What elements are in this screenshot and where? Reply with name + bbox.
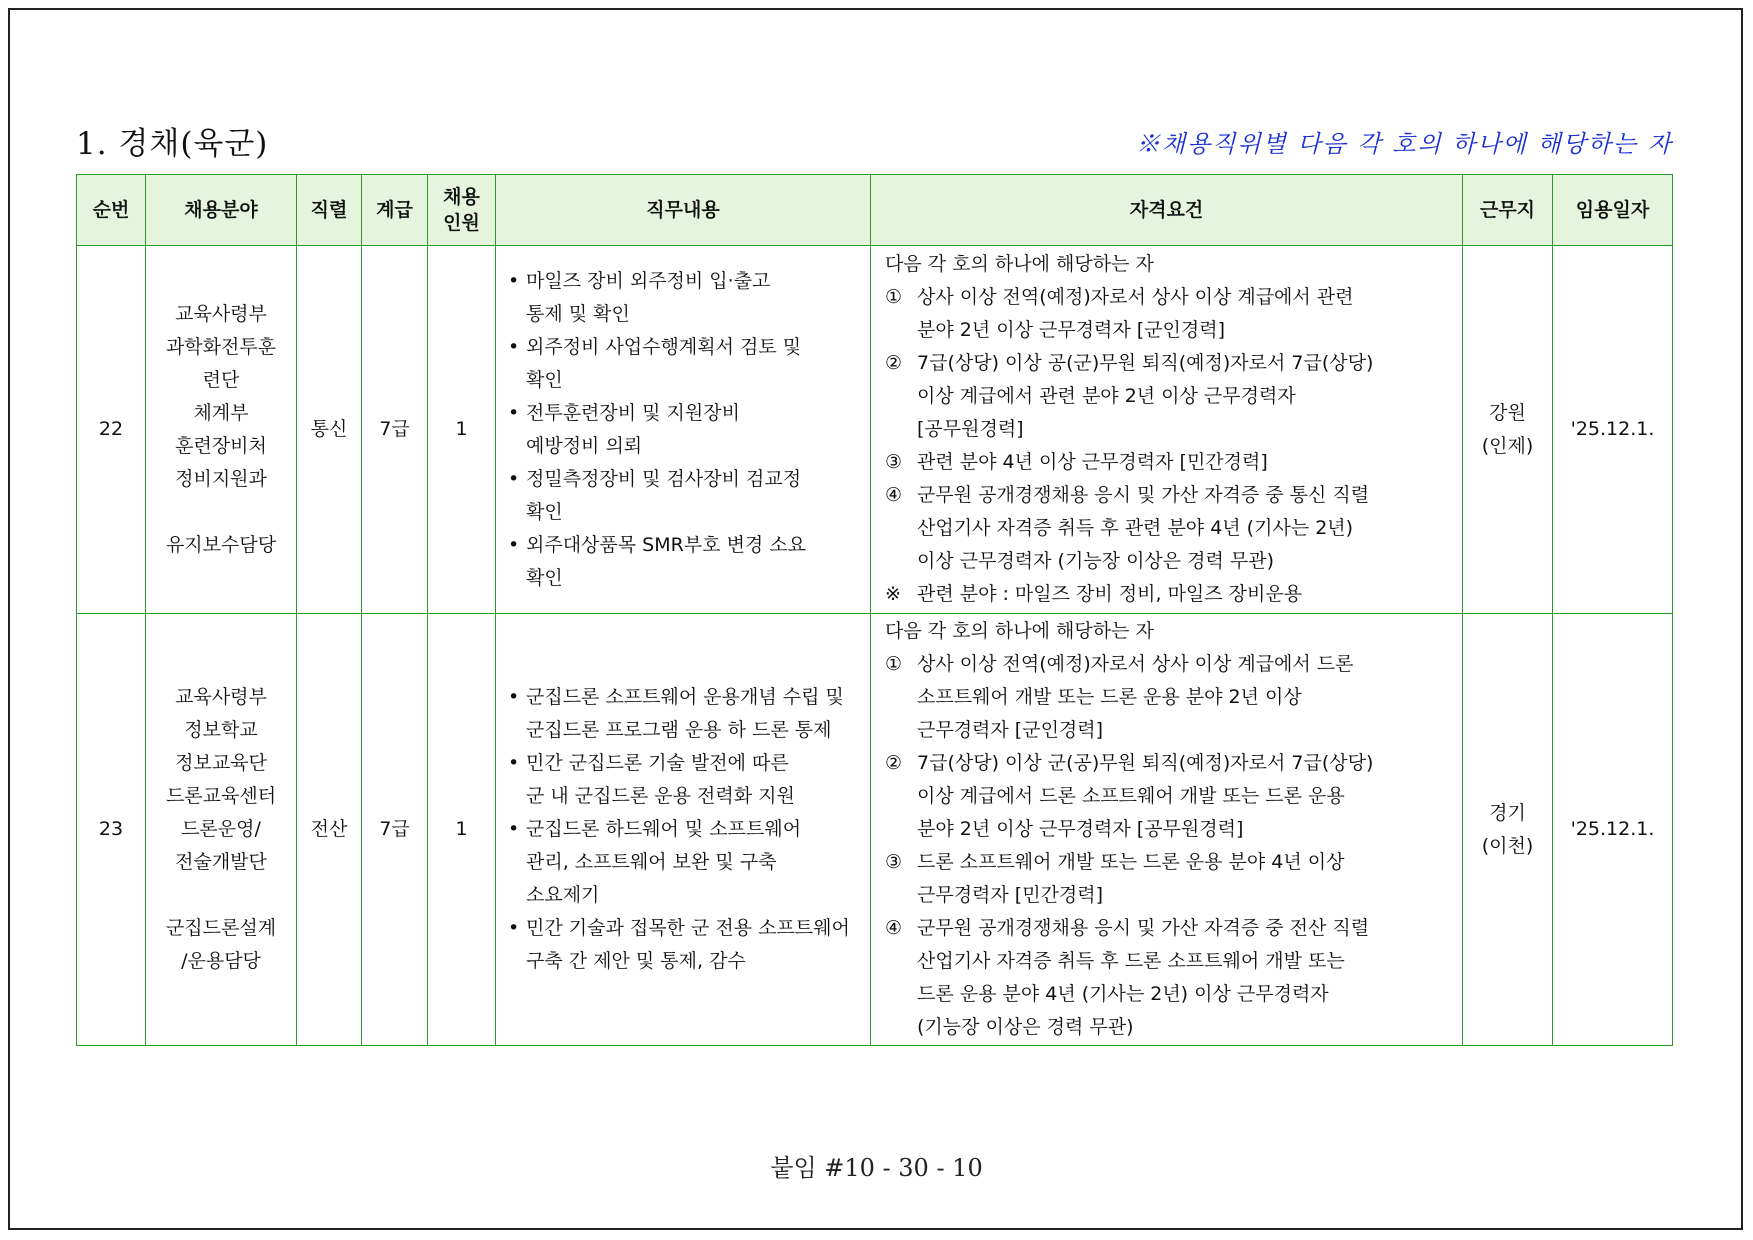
duty-line: • 민간 군집드론 기술 발전에 따른 <box>526 752 789 774</box>
header-duty: 직무내용 <box>496 175 871 246</box>
header-no: 순번 <box>77 175 146 246</box>
duty-line: • 군집드론 소프트웨어 운용개념 수립 및 <box>526 686 844 708</box>
field-line <box>146 496 296 529</box>
header-grade: 계급 <box>362 175 428 246</box>
field-line: 군집드론설계 <box>165 917 277 939</box>
cell-count: 1 <box>428 246 496 614</box>
qual-item <box>885 479 1458 578</box>
qual-line: 산업기사 자격증 취득 후 드론 소프트웨어 개발 또는 <box>917 950 1345 972</box>
duty-line: 확인 <box>526 368 563 391</box>
field-line: 련단 <box>202 368 240 391</box>
header-place: 근무지 <box>1463 175 1553 246</box>
qual-line: 상사 이상 전역(예정)자로서 상사 이상 계급에서 드론 <box>917 653 1354 675</box>
cell-duty <box>496 246 871 614</box>
qual-line: 이상 계급에서 드론 소프트웨어 개발 또는 드론 운용 <box>917 785 1345 807</box>
qual-mark: ② <box>885 352 903 374</box>
duty-line: • 외주정비 사업수행계획서 검토 및 <box>526 335 802 358</box>
duty-item <box>508 813 860 912</box>
field-line: 교육사령부 <box>175 686 267 708</box>
section-note: ※채용직위별 다음 각 호의 하나에 해당하는 자 <box>1135 130 1673 158</box>
cell-no: 23 <box>77 614 146 1046</box>
place-line: 강원 <box>1489 401 1526 424</box>
qual-line: 근무경력자 [민간경력] <box>917 884 1104 906</box>
qual-mark: ② <box>885 752 903 774</box>
header-field: 채용분야 <box>146 175 297 246</box>
qual-line: 관련 분야 4년 이상 근무경력자 [민간경력] <box>917 451 1268 473</box>
duty-line: 예방정비 의뢰 <box>526 434 643 457</box>
cell-duty <box>496 614 871 1046</box>
qual-line: 분야 2년 이상 근무경력자 [공무원경력] <box>917 818 1244 840</box>
duty-line: • 외주대상품목 SMR부호 변경 소요 <box>526 533 807 556</box>
place-line: 경기 <box>1489 801 1526 824</box>
recruitment-table <box>76 174 1673 1046</box>
duty-line: 관리, 소프트웨어 보완 및 구축 <box>526 851 777 873</box>
qual-mark: ① <box>885 653 903 675</box>
cell-date: '25.12.1. <box>1553 246 1673 614</box>
field-line: 드론교육센터 <box>165 785 277 807</box>
header-date: 임용일자 <box>1553 175 1673 246</box>
header-series: 직렬 <box>297 175 362 246</box>
field-line: /운용담당 <box>181 950 261 972</box>
field-line: 유지보수담당 <box>165 533 277 556</box>
field-line: 정보교육단 <box>175 752 267 774</box>
cell-place <box>1463 614 1553 1046</box>
duty-item <box>508 463 860 529</box>
section-title: 1. 경채(육군) <box>76 126 269 162</box>
qual-mark: ④ <box>885 484 903 506</box>
duty-line: 군 내 군집드론 운용 전력화 지원 <box>526 785 795 807</box>
duty-line: • 정밀측정장비 및 검사장비 검교정 <box>526 467 802 490</box>
cell-qual <box>871 246 1463 614</box>
duty-item <box>508 529 860 595</box>
cell-count: 1 <box>428 614 496 1046</box>
qual-item <box>885 578 1458 611</box>
cell-series: 통신 <box>297 246 362 614</box>
qual-line: 이상 계급에서 관련 분야 2년 이상 근무경력자 <box>917 385 1296 407</box>
table-body <box>77 246 1673 1046</box>
qual-mark: ④ <box>885 917 903 939</box>
field-line: 전술개발단 <box>175 851 267 873</box>
qual-line: 소프트웨어 개발 또는 드론 운용 분야 2년 이상 <box>917 686 1302 708</box>
qual-mark: ③ <box>885 451 903 473</box>
duty-list <box>508 265 860 595</box>
duty-item <box>508 681 860 747</box>
duty-item <box>508 331 860 397</box>
duty-item <box>508 397 860 463</box>
field-line: 훈련장비처 <box>175 434 267 457</box>
qual-line: 드론 운용 분야 4년 (기사는 2년) 이상 근무경력자 <box>917 983 1329 1005</box>
field-line: 정보학교 <box>184 719 258 741</box>
qual-line: 드론 소프트웨어 개발 또는 드론 운용 분야 4년 이상 <box>917 851 1345 873</box>
duty-line: • 군집드론 하드웨어 및 소프트웨어 <box>526 818 802 840</box>
cell-grade: 7급 <box>362 614 428 1046</box>
page-footer: 붙임 #10 - 30 - 10 <box>770 1154 983 1182</box>
cell-field <box>146 246 297 614</box>
qual-item <box>885 912 1458 1044</box>
duty-item <box>508 265 860 331</box>
duty-line: • 전투훈련장비 및 지원장비 <box>526 401 740 424</box>
qual-item <box>885 747 1458 846</box>
cell-place <box>1463 246 1553 614</box>
qual-mark: ③ <box>885 851 903 873</box>
table-header-row <box>77 175 1673 246</box>
qual-line: [공무원경력] <box>917 418 1024 440</box>
qual-line: 근무경력자 [군인경력] <box>917 719 1104 741</box>
qual-line: 군무원 공개경쟁채용 응시 및 가산 자격증 중 통신 직렬 <box>917 484 1370 506</box>
field-line: 교육사령부 <box>175 302 267 325</box>
table-row <box>77 614 1673 1046</box>
duty-line: 군집드론 프로그램 운용 하 드론 통제 <box>526 719 832 741</box>
qual-line: 관련 분야 : 마일즈 장비 정비, 마일즈 장비운용 <box>917 583 1303 605</box>
header-count-line1: 채용 <box>443 186 480 208</box>
qual-mark: ※ <box>885 583 901 605</box>
qual-item <box>885 648 1458 747</box>
header-count-line2: 인원 <box>443 212 480 234</box>
qual-item <box>885 446 1458 479</box>
qual-line: 산업기사 자격증 취득 후 관련 분야 4년 (기사는 2년) <box>917 517 1354 539</box>
place-line: (인제) <box>1481 434 1534 457</box>
duty-list <box>508 681 860 978</box>
header-count <box>428 175 496 246</box>
duty-item <box>508 912 860 978</box>
duty-line: 통제 및 확인 <box>526 302 630 325</box>
qual-line: 군무원 공개경쟁채용 응시 및 가산 자격증 중 전산 직렬 <box>917 917 1370 939</box>
qual-line: (기능장 이상은 경력 무관) <box>917 1016 1134 1038</box>
qual-line: 상사 이상 전역(예정)자로서 상사 이상 계급에서 관련 <box>917 286 1354 308</box>
cell-no: 22 <box>77 246 146 614</box>
field-line: 드론운영/ <box>181 818 261 840</box>
duty-line: • 민간 기술과 접목한 군 전용 소프트웨어 <box>526 917 850 939</box>
qual-item <box>885 281 1458 347</box>
cell-qual <box>871 614 1463 1046</box>
qual-line: 7급(상당) 이상 군(공)무원 퇴직(예정)자로서 7급(상당) <box>917 752 1374 774</box>
qual-lead: 다음 각 호의 하나에 해당하는 자 <box>885 620 1154 642</box>
duty-line: • 마일즈 장비 외주정비 입·출고 <box>526 269 771 292</box>
cell-field <box>146 614 297 1046</box>
header-qual: 자격요건 <box>871 175 1463 246</box>
cell-series: 전산 <box>297 614 362 1046</box>
table-row <box>77 246 1673 614</box>
field-line: 정비지원과 <box>175 467 267 490</box>
cell-date: '25.12.1. <box>1553 614 1673 1046</box>
qual-line: 분야 2년 이상 근무경력자 [군인경력] <box>917 319 1226 341</box>
place-line: (이천) <box>1481 834 1534 857</box>
qual-mark: ① <box>885 286 903 308</box>
qual-lead: 다음 각 호의 하나에 해당하는 자 <box>885 253 1154 275</box>
qual-line: 이상 근무경력자 (기능장 이상은 경력 무관) <box>917 550 1275 572</box>
field-line <box>146 879 296 912</box>
duty-line: 확인 <box>526 500 563 523</box>
field-line: 과학화전투훈 <box>165 335 277 358</box>
qual-item <box>885 347 1458 446</box>
field-line: 체계부 <box>193 401 249 424</box>
duty-line: 확인 <box>526 566 563 589</box>
qual-line: 7급(상당) 이상 공(군)무원 퇴직(예정)자로서 7급(상당) <box>917 352 1374 374</box>
cell-grade: 7급 <box>362 246 428 614</box>
qual-item <box>885 846 1458 912</box>
duty-line: 소요제기 <box>526 884 600 906</box>
duty-line: 구축 간 제안 및 통제, 감수 <box>526 950 746 972</box>
duty-item <box>508 747 860 813</box>
